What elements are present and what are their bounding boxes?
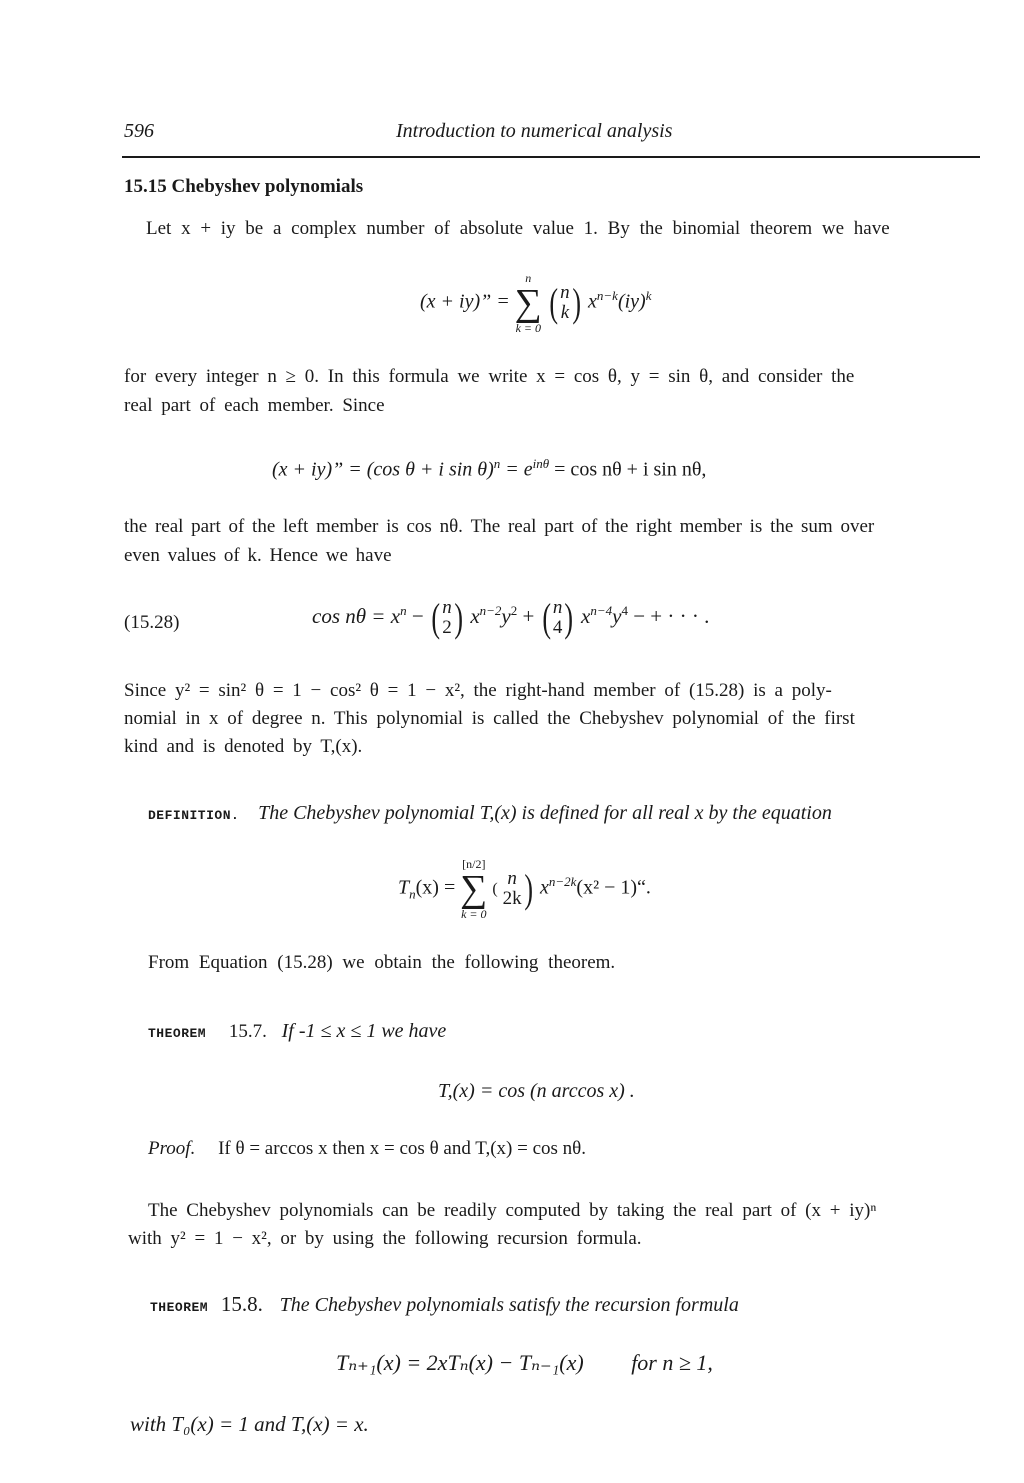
section-title: 15.15 Chebyshev polynomials xyxy=(124,176,364,197)
eq1-sum-bottom: k = 0 xyxy=(515,321,542,335)
proof xyxy=(148,1138,586,1160)
eq2-exp: n xyxy=(493,456,501,471)
eq3-lhs-exp: n xyxy=(400,602,407,618)
eq1-binom-bottom: k xyxy=(560,302,570,323)
eq4-binom-top: n xyxy=(507,868,517,890)
eq3-lhs: cos nθ = x xyxy=(312,603,401,628)
theorem-15-8-label: THEOREM xyxy=(150,1300,209,1315)
eq1-sum-top: n xyxy=(525,271,532,285)
eq4-term-exp: n−2k xyxy=(548,873,577,889)
eq4-binomial: n 2k ) xyxy=(502,866,533,911)
eq3-tail: − + · · · . xyxy=(627,603,710,628)
eq6-text: Tₙ₊₁(x) = 2xTₙ(x) − Tₙ₋₁(x) xyxy=(336,1350,584,1375)
eq1-sum xyxy=(515,272,542,334)
eq4-tail: (x² − 1)“. xyxy=(576,876,651,899)
eq3-binomial-1: ( n 2 ) xyxy=(431,595,463,640)
eq1-lhs: (x + iy)” = xyxy=(420,290,510,313)
equation-number-15-28: (15.28) xyxy=(124,612,180,633)
equation-recursion xyxy=(336,1350,713,1376)
theorem-15-7-label: THEOREM xyxy=(148,1026,207,1041)
eq1-binom-top: n xyxy=(560,282,570,304)
paragraph-6-line-1: The Chebyshev polynomials can be readily computed by taking the real part of (x + iy)ⁿ xyxy=(148,1200,877,1221)
paragraph-2-line-1: for every integer n ≥ 0. In this formula we write x = cos θ, y = sin θ, and consider the xyxy=(124,366,855,387)
theorem-15-8 xyxy=(150,1292,739,1317)
paragraph-4-line-2: nomial in x of degree n. This polynomial is called the Chebyshev polynomial of the first xyxy=(124,708,855,729)
eq2-exp2: inθ xyxy=(532,456,550,471)
proof-text: If θ = arccos x then x = cos θ and T,(x) = cos nθ. xyxy=(218,1138,587,1159)
page-number: 596 xyxy=(124,120,154,142)
eq4-lhs-sub: n xyxy=(409,886,416,902)
eq2-tail: = cos nθ + i sin nθ, xyxy=(549,458,707,481)
theorem-15-8-number: 15.8. xyxy=(220,1292,263,1316)
definition-label: DEFINITION. xyxy=(148,808,240,823)
definition xyxy=(148,802,832,825)
theorem-15-7 xyxy=(148,1020,446,1043)
eq3-t2-y-exp: 4 xyxy=(621,602,628,618)
eq4-sigma-icon: ∑ xyxy=(460,868,488,910)
eq3-t2-y: y xyxy=(612,603,622,628)
eq3-b2-top: n xyxy=(552,597,563,619)
paragraph-3-line-2: even values of k. Hence we have xyxy=(124,545,392,566)
equation-arccos: T,(x) = cos (n arccos x) . xyxy=(438,1080,635,1102)
theorem-15-8-text: The Chebyshev polynomials satisfy the recursion formula xyxy=(279,1294,739,1316)
equation-binomial xyxy=(420,272,651,334)
eq3-t1-y: y xyxy=(501,603,511,628)
eq4-lhs-tail: (x) = xyxy=(415,876,456,899)
eq4-lhs: T xyxy=(398,876,410,899)
eq6-condition: for n ≥ 1, xyxy=(631,1350,713,1375)
eq3-plus: + xyxy=(517,603,540,628)
eq2-mid: = e xyxy=(500,458,533,481)
eq4-paren: ( xyxy=(492,880,498,898)
eq1-tail-exp: k xyxy=(645,287,652,303)
equation-euler xyxy=(272,456,706,482)
eq3-b2-bottom: 4 xyxy=(552,617,563,638)
paragraph-1: Let x + iy be a complex number of absolute value 1. By the binomial theorem we have xyxy=(146,218,890,239)
eq3-t1: x xyxy=(470,603,480,628)
paragraph-6-line-2: with y² = 1 − x², or by using the following recursion formula. xyxy=(128,1228,642,1249)
eq1-tail: (iy) xyxy=(617,290,646,313)
paragraph-2-line-2: real part of each member. Since xyxy=(124,395,385,416)
eq3-b1-top: n xyxy=(442,597,452,619)
paragraph-7: with T₀(x) = 1 and T,(x) = x. xyxy=(130,1412,369,1436)
theorem-15-7-number: 15.7. xyxy=(228,1021,267,1042)
eq3-t2: x xyxy=(581,603,591,628)
eq4-sum-bottom: k = 0 xyxy=(461,907,487,921)
eq4-sum xyxy=(460,858,487,920)
eq2-text: (x + iy)” = (cos θ + i sin θ) xyxy=(272,458,494,481)
eq1-binomial: ( n k ) xyxy=(549,280,581,325)
equation-15-28 xyxy=(312,595,710,640)
paragraph-5: From Equation (15.28) we obtain the following theorem. xyxy=(148,952,616,973)
eq1-term: x xyxy=(588,290,597,313)
proof-label: Proof. xyxy=(148,1138,196,1159)
eq3-binomial-2: ( n 4 ) xyxy=(541,595,574,640)
eq3-minus: − xyxy=(406,603,429,628)
eq4-binom-bottom: 2k xyxy=(502,888,522,909)
eq3-b1-bottom: 2 xyxy=(442,617,452,638)
eq3-t1-exp: n−2 xyxy=(479,602,502,618)
equation-chebyshev-definition xyxy=(398,858,651,920)
eq1-term-exp: n−k xyxy=(596,287,618,303)
running-title: Introduction to numerical analysis xyxy=(396,120,673,142)
eq1-sigma-icon: ∑ xyxy=(514,282,542,324)
eq3-t1-y-exp: 2 xyxy=(510,602,518,618)
theorem-15-7-text: If -1 ≤ x ≤ 1 we have xyxy=(281,1020,447,1042)
paragraph-3-line-1: the real part of the left member is cos nθ. The real part of the right member is the sum over xyxy=(124,516,875,537)
header-rule xyxy=(122,156,980,158)
eq4-term: x xyxy=(539,876,549,899)
paragraph-4-line-3: kind and is denoted by T,(x). xyxy=(124,736,363,757)
eq4-sum-top: [n/2] xyxy=(462,857,486,871)
definition-text: The Chebyshev polynomial T,(x) is defined for all real x by the equation xyxy=(258,802,832,824)
paragraph-4-line-1: Since y² = sin² θ = 1 − cos² θ = 1 − x², the right-hand member of (15.28) is a poly- xyxy=(124,680,832,701)
eq3-t2-exp: n−4 xyxy=(590,602,613,618)
